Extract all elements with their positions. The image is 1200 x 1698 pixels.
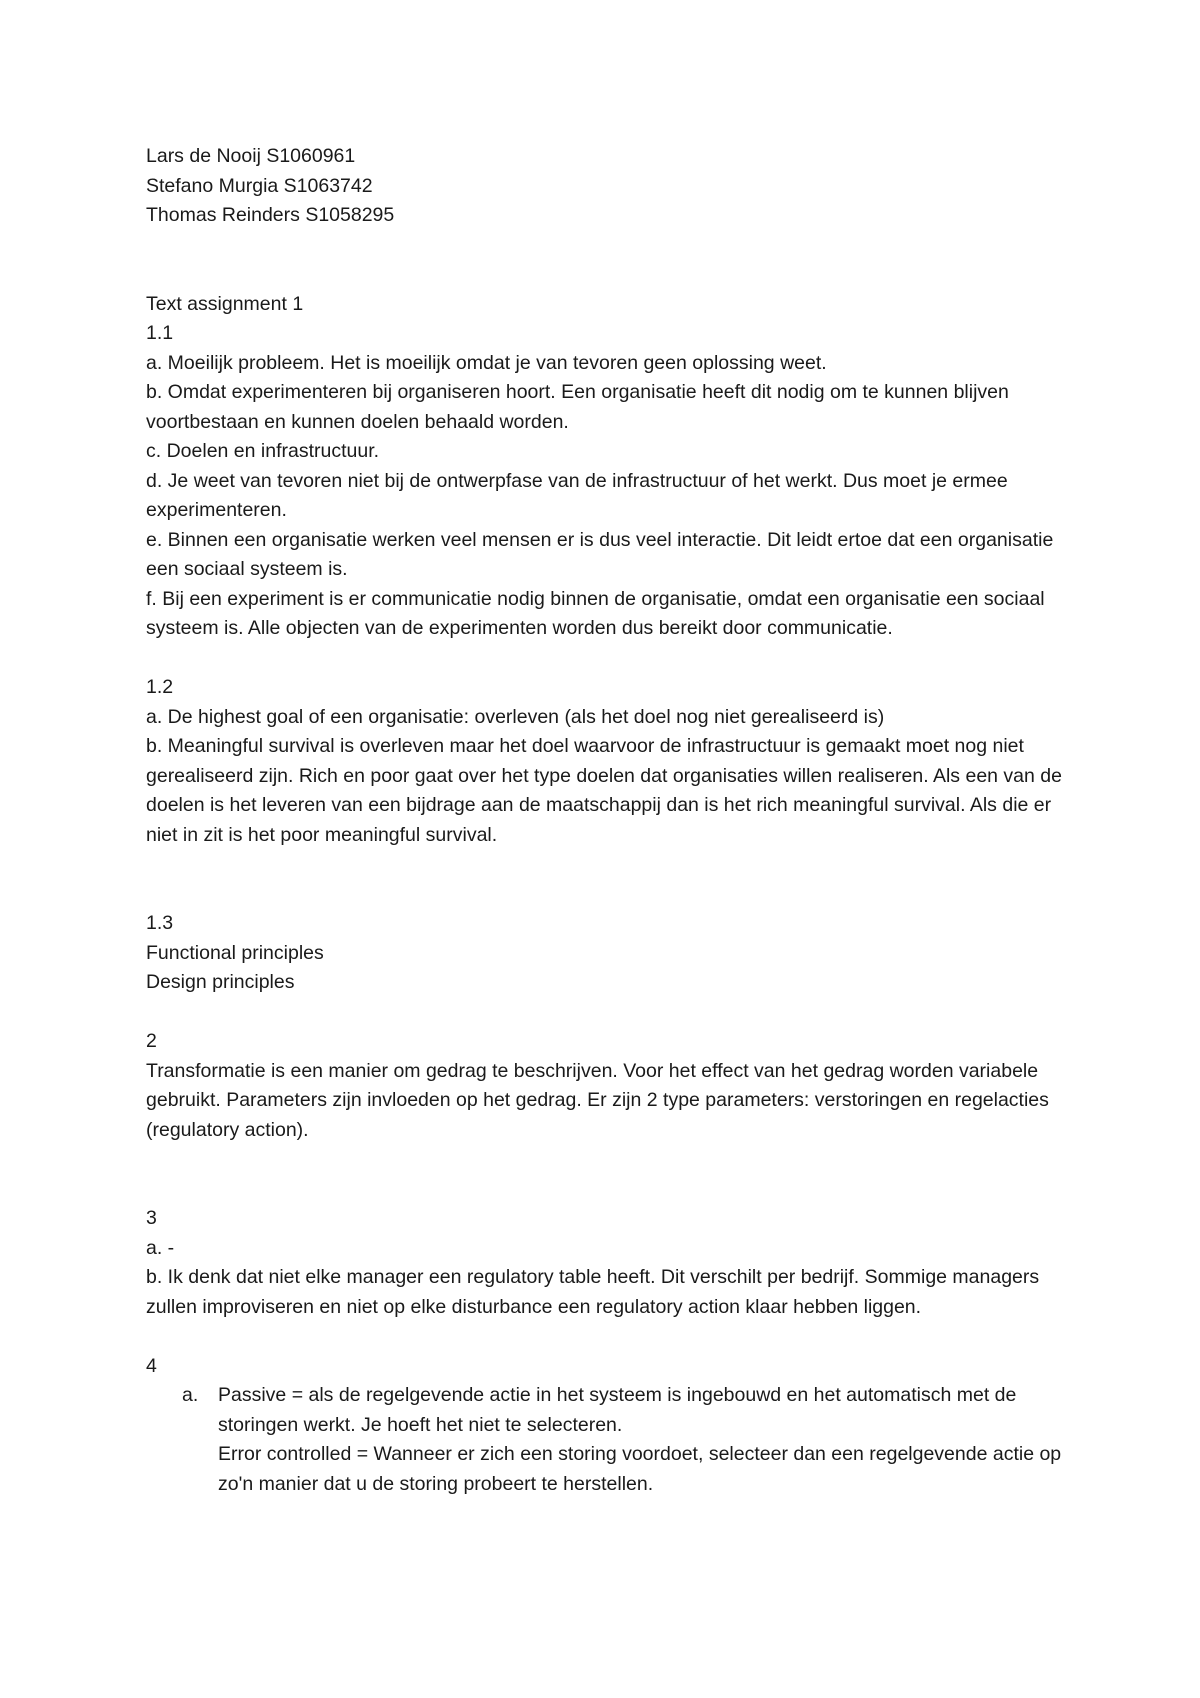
section-heading: 3 xyxy=(146,1207,157,1229)
section-2 xyxy=(146,1027,1076,1145)
list-item xyxy=(146,1381,1076,1499)
answer-1-1-e: e. Binnen een organisatie werken veel mensen er is dus veel interactie. Dit leidt ertoe dat een organisatie een sociaal systeem is. xyxy=(146,528,1054,580)
spacer xyxy=(146,1322,1076,1352)
answer-1-3-line: Functional principles xyxy=(146,941,324,964)
section-heading: 1.3 xyxy=(146,912,174,934)
section-1-1 xyxy=(146,319,1076,644)
answer-4-a-passive: Passive = als de regelgevende actie in het systeem is ingebouwd en het automatisch met de storingen werkt. Je hoeft het niet te selecteren. xyxy=(218,1384,1017,1436)
document-title: Text assignment 1 xyxy=(146,292,304,315)
spacer xyxy=(146,644,1076,674)
section-heading: 2 xyxy=(146,1030,157,1052)
answer-1-1-c: c. Doelen en infrastructuur. xyxy=(146,440,380,462)
section-heading: 4 xyxy=(146,1354,157,1377)
answer-2-text: Transformatie is een manier om gedrag te beschrijven. Voor het effect van het gedrag worden variabele gebruikt. Parameters zijn invloeden op het gedrag. Er zijn 2 type parameters: verstoringen en regelacties (regulatory action). xyxy=(146,1059,1049,1141)
answer-1-2-a: a. De highest goal of een organisatie: overleven (als het doel nog niet gerealiseerd is) xyxy=(146,705,885,728)
author-line: Stefano Murgia S1063742 xyxy=(146,174,373,197)
spacer xyxy=(146,231,1076,290)
section-heading: 1.1 xyxy=(146,322,174,344)
document-page xyxy=(146,142,1076,1499)
author-line: Thomas Reinders S1058295 xyxy=(146,204,395,226)
author-line: Lars de Nooij S1060961 xyxy=(146,145,356,167)
spacer xyxy=(146,998,1076,1028)
answer-1-1-a: a. Moeilijk probleem. Het is moeilijk omdat je van tevoren geen oplossing weet. xyxy=(146,351,827,374)
author-list xyxy=(146,142,1076,231)
answer-4-list xyxy=(146,1381,1076,1499)
answer-1-1-b: b. Omdat experimenteren bij organiseren hoort. Een organisatie heeft dit nodig om te kunnen blijven voortbestaan en kunnen doelen behaald worden. xyxy=(146,381,1009,433)
answer-1-2-b: b. Meaningful survival is overleven maar het doel waarvoor de infrastructuur is gemaakt moet nog niet gerealiseerd zijn. Rich en poor gaat over het type doelen dat organisaties willen realiseren. Als een van de doelen is het leveren van een bijdrage aan de maatschappij dan is het rich meaningful survival. Als die er niet in zit is het poor meaningful survival. xyxy=(146,735,1062,846)
answer-1-3-line: Design principles xyxy=(146,971,295,993)
list-marker: a. xyxy=(182,1384,199,1406)
section-1-3 xyxy=(146,909,1076,998)
section-heading: 1.2 xyxy=(146,676,174,698)
spacer xyxy=(146,1145,1076,1204)
section-4 xyxy=(146,1352,1076,1500)
answer-3-a: a. - xyxy=(146,1236,175,1259)
spacer xyxy=(146,850,1076,909)
answer-3-b: b. Ik denk dat niet elke manager een regulatory table heeft. Dit verschilt per bedrijf. Sommige managers zullen improviseren en niet op elke disturbance een regulatory action klaar hebben liggen. xyxy=(146,1266,1040,1318)
answer-1-1-d: d. Je weet van tevoren niet bij de ontwerpfase van de infrastructuur of het werkt. Dus moet je ermee experimenteren. xyxy=(146,469,1008,521)
answer-1-1-f: f. Bij een experiment is er communicatie nodig binnen de organisatie, omdat een organisatie een sociaal systeem is. Alle objecten van de experimenten worden dus bereikt door communicatie. xyxy=(146,587,1045,639)
list-item-body xyxy=(218,1381,1076,1499)
answer-4-a-error-controlled: Error controlled = Wanneer er zich een storing voordoet, selecteer dan een regelgevende actie op zo'n manier dat u de storing probeert te herstellen. xyxy=(218,1443,1062,1495)
section-3 xyxy=(146,1204,1076,1322)
section-1-2 xyxy=(146,673,1076,850)
